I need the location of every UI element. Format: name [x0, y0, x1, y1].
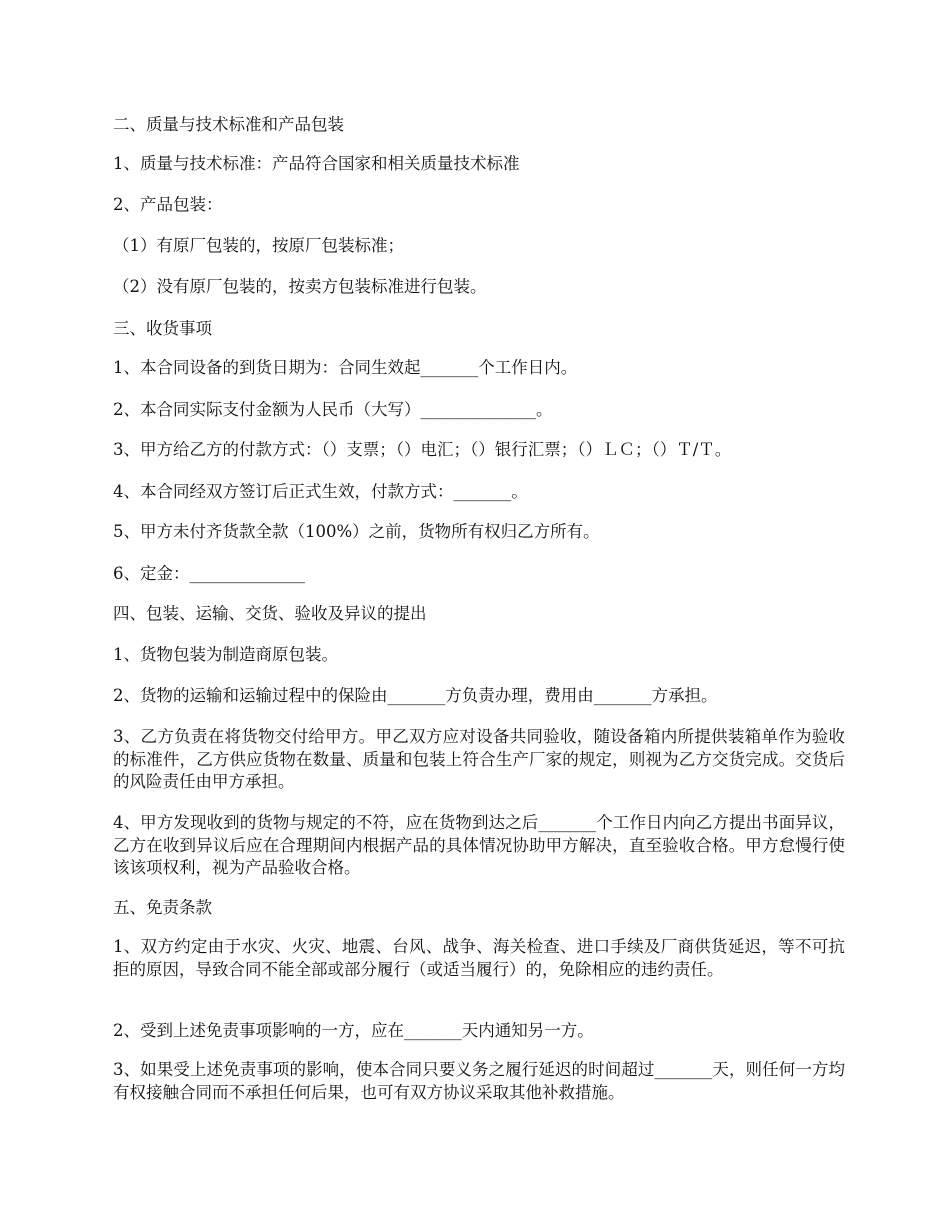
- clause-objection: 4、甲方发现收到的货物与规定的不符，应在货物到达之后_______个工作日内向乙方提出书面异议，乙方在收到异议后应在合理期间内根据产品的具体情况协助甲方解决，直至验收合格。甲方怠慢行使该该项权利，视为产品验收合格。: [113, 813, 845, 877]
- section-heading-exemption: 五、免责条款: [113, 898, 212, 917]
- clause-payment-amount: 2、本合同实际支付金额为人民币（大写）______________。: [113, 400, 553, 419]
- clause-delivery-acceptance: 3、乙方负责在将货物交付给甲方。甲乙双方应对设备共同验收，随设备箱内所提供装箱单作为验收的标准件，乙方供应货物在数量、质量和包装上符合生产厂家的规定，则视为乙方交货完成。交货后的风险责任由甲方承担。: [113, 727, 845, 791]
- clause-force-majeure: 1、双方约定由于水灾、火灾、地震、台风、战争、海关检查、进口手续及厂商供货延迟，等不可抗拒的原因，导致合同不能全部或部分履行（或适当履行）的，免除相应的违约责任。: [113, 937, 845, 979]
- clause-termination-right: 3、如果受上述免责事项的影响，使本合同只要义务之履行延迟的时间超过_______天，则任何一方均有权接触合同而不承担任何后果，也可有双方协议采取其他补救措施。: [113, 1060, 845, 1102]
- clause-packaging-seller: （2）没有原厂包装的，按卖方包装标准进行包装。: [113, 277, 487, 296]
- section-heading-receipt: 三、收货事项: [113, 319, 212, 338]
- clause-payment-method: 3、甲方给乙方的付款方式：（）支票；（）电汇；（）银行汇票；（）ＬＣ；（）Ｔ/Ｔ。: [113, 440, 732, 459]
- section-heading-packaging-transport: 四、包装、运输、交货、验收及异议的提出: [113, 604, 427, 623]
- section-heading-quality: 二、质量与技术标准和产品包装: [113, 115, 344, 134]
- clause-transport-insurance: 2、货物的运输和运输过程中的保险由_______方负责办理，费用由_______方承担。: [113, 686, 718, 705]
- clause-ownership: 5、甲方未付齐货款全款（100%）之前，货物所有权归乙方所有。: [113, 522, 600, 541]
- clause-manufacturer-packaging: 1、货物包装为制造商原包装。: [113, 645, 338, 664]
- clause-packaging: 2、产品包装：: [113, 195, 223, 214]
- clause-notice-period: 2、受到上述免责事项影响的一方，应在_______天内通知另一方。: [113, 1021, 594, 1040]
- clause-packaging-original: （1）有原厂包装的，按原厂包装标准；: [113, 236, 404, 255]
- clause-delivery-date: 1、本合同设备的到货日期为：合同生效起_______个工作日内。: [113, 358, 578, 377]
- clause-effective-payment: 4、本合同经双方签订后正式生效，付款方式：_______。: [113, 482, 528, 501]
- clause-deposit: 6、定金：______________: [113, 564, 305, 583]
- clause-quality-standard: 1、质量与技术标准：产品符合国家和相关质量技术标准: [113, 154, 520, 173]
